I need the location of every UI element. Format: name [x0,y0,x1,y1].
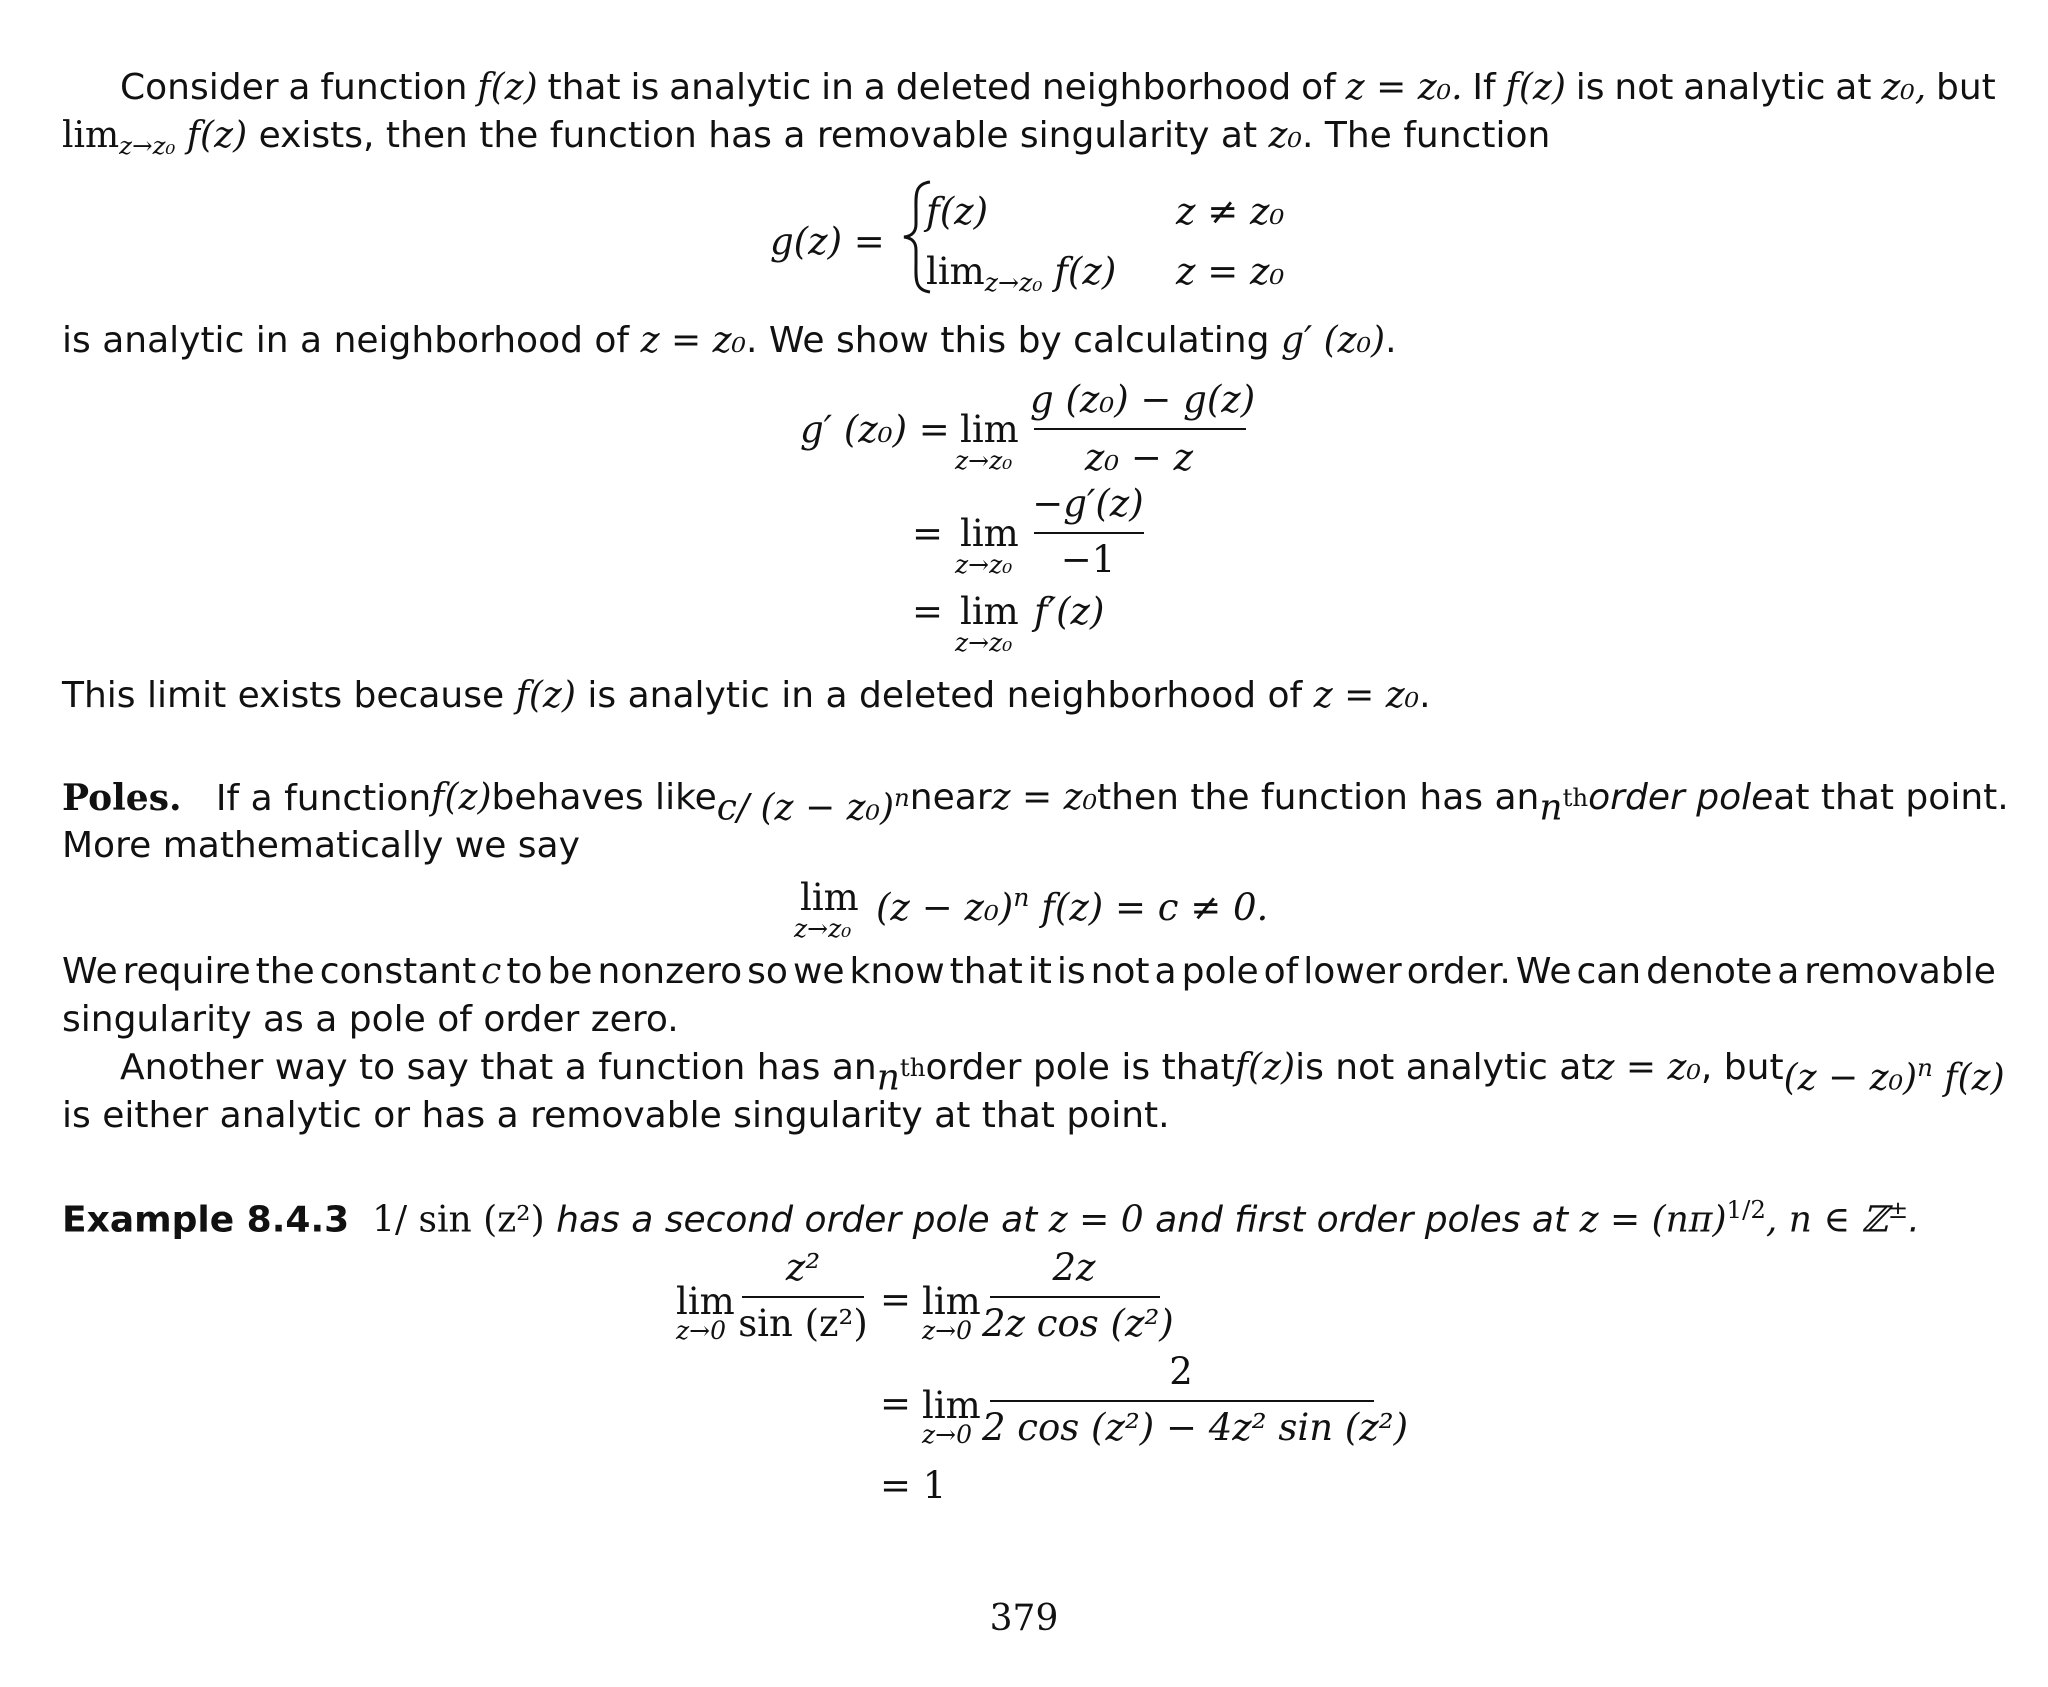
text: , but [1700,1047,1784,1088]
word: know [849,951,945,992]
word: pole [1181,951,1259,992]
text: is not analytic at [1295,1047,1596,1088]
ex-frac3-denominator: 2 cos (z²) − 4z² sin (z²) [982,1406,1409,1449]
intro-text: exists, then the function has a removable singularity at [258,115,1258,156]
case2-f: f(z) [1054,250,1117,293]
word: it [1027,951,1052,992]
intro-line-2 [62,112,1996,170]
word: neighborhood [1041,67,1292,108]
example-statement [62,1186,1996,1244]
case2-lim: lim [926,250,985,293]
word: f(z) [477,67,538,108]
word: to [506,951,543,992]
derivation-result: f′(z) [1034,590,1105,633]
case1-condition: z ≠ z₀ [1176,190,1285,233]
pole-formula-base: (z − z₀) [876,885,1014,929]
word: at [1835,67,1872,108]
word: z₀, [1881,67,1927,108]
equals-3: = [912,590,944,633]
pm-sign: ± [1887,1195,1909,1224]
case1-expression: f(z) [926,190,989,233]
another-line-2: is either analytic or has a removable singularity at that point. [62,1095,1170,1136]
expr-f: f(z) [1944,1057,2005,1099]
word: is [1056,951,1086,992]
word: analytic [1683,67,1826,108]
ex-lim-1: lim [676,1280,735,1323]
math-z0: z₀ [1268,115,1302,156]
expr-exp: n [1917,1053,1933,1082]
ex-frac1-denominator: sin (z²) [738,1302,868,1345]
math-exp: 1/2 [1726,1195,1766,1224]
word: so [747,951,788,992]
word: a [863,67,886,108]
page-number: 379 [989,1598,1059,1639]
math-fz: f(z) [431,777,492,818]
word: the [255,951,315,992]
word: c [481,951,502,992]
ex-lim-2-sub: z→0 [922,1316,973,1345]
example-label: Example 8.4.3 [62,1199,350,1241]
ex-frac1-numerator: z² [785,1246,821,1289]
word: lower [1303,951,1402,992]
intro-line-1 [62,64,1996,112]
math-set: , n ∈ ℤ [1765,1199,1888,1241]
word: require [122,951,251,992]
order-pole-term: order pole [1588,777,1774,818]
lim-2-sub: z→z₀ [955,550,1013,579]
piecewise-lhs: g(z) = [770,220,885,263]
ex-equals-2: = [880,1382,912,1425]
word: denote [1646,951,1773,992]
text: If a function [215,778,432,819]
word: Consider [120,67,279,108]
text: Another way to say that a function has an [120,1047,877,1088]
ex-frac2-numerator: 2z [1052,1246,1096,1289]
math-fz: f(z) [186,115,248,156]
word: a [288,67,311,108]
word: We [1515,951,1572,992]
text: This limit exists because [62,675,505,716]
ex-frac3-bar [990,1400,1374,1402]
word: of [1301,67,1336,108]
ex-lim-3-sub: z→0 [922,1420,973,1449]
pole-expr: c/ (z − z₀) [716,787,895,829]
text: behaves like [491,777,717,818]
lim-3: lim [960,590,1019,633]
nth-n: n [876,1057,900,1099]
ex-lim-2: lim [922,1280,981,1323]
math-gprime: g′ (z₀) [1280,320,1386,361]
exists-line [62,672,1996,720]
frac2-bar [1034,532,1144,534]
word: of [1263,951,1299,992]
word: not [1090,951,1150,992]
frac2-numerator: −g′(z) [1032,482,1144,525]
ex-lim-3: lim [922,1384,981,1427]
word: function [320,67,468,108]
text: order pole is that [925,1047,1235,1088]
word: a [1154,951,1177,992]
pole-exponent: n [894,783,910,812]
text: . We show this by calculating [745,320,1270,361]
math-eq2: z = (nπ) [1579,1199,1727,1241]
text: has a second order pole at [556,1199,1038,1241]
math-eq: z = z₀ [991,777,1098,818]
expr-base: (z − z₀) [1783,1057,1918,1099]
pole-formula-exp: n [1013,883,1030,912]
word: z = z₀. [1345,67,1463,108]
nth-n: n [1539,787,1563,829]
math-eq: z = z₀ [640,320,746,361]
word: a [1777,951,1800,992]
ex-frac2-denominator: 2z cos (z²) [982,1302,1174,1345]
lim-pole-sub: z→z₀ [794,914,852,943]
example-expr: 1/ sin (z²) [372,1199,545,1241]
ex-frac2-bar [990,1296,1160,1298]
lim-1: lim [960,408,1019,451]
text: is analytic in a neighborhood of [62,320,630,361]
lim-pole: lim [800,876,859,919]
math-fz: f(z) [515,675,576,716]
word: f(z) [1505,67,1566,108]
word: but [1936,67,1996,108]
require-line-1 [62,948,1996,996]
nth-th: th [899,1053,926,1082]
word: deleted [895,67,1032,108]
frac1-bar [1034,428,1246,430]
poles-line-2: More mathematically we say [62,825,580,866]
lim-1-sub: z→z₀ [955,446,1013,475]
frac1-denominator: z₀ − z [1084,436,1194,479]
word: nonzero [597,951,743,992]
word: we [792,951,845,992]
word: We [62,951,118,992]
nth-th: th [1562,783,1589,812]
text: then the function has an [1097,777,1540,818]
ex-frac3-numerator: 2 [1169,1350,1193,1393]
word: removable [1804,951,1996,992]
frac2-denominator: −1 [1060,538,1116,581]
lim-2: lim [960,512,1019,555]
derivation-lhs: g′ (z₀) = [800,408,950,451]
lim-operator: lim [62,115,120,156]
case2-condition: z = z₀ [1176,250,1285,293]
word: that [547,67,621,108]
math-eq: z = z₀ [1595,1047,1701,1088]
word: can [1576,951,1642,992]
word: constant [319,951,477,992]
text: at that point. [1773,777,2009,818]
text: is analytic in a deleted neighborhood of [587,675,1303,716]
period: . [1385,320,1397,361]
ex-lim-1-sub: z→0 [676,1316,727,1345]
text: and first order poles at [1155,1199,1569,1241]
word: order. [1406,951,1511,992]
pole-formula-rest: f(z) = c ≠ 0. [1041,885,1269,929]
text: near [909,777,992,818]
ex-equals-1: = [880,1278,912,1321]
word: analytic [669,67,812,108]
math-eq1: z = 0 [1048,1199,1144,1241]
intro-text-end: . The function [1301,115,1551,156]
lim-3-sub: z→z₀ [955,628,1013,657]
equals-2: = [912,512,944,555]
word: is [1575,67,1605,108]
frac1-numerator: g (z₀) − g(z) [1030,378,1256,421]
period: . [1419,675,1431,716]
analytic-line [62,317,1996,365]
pole-formula-expr [876,876,1268,930]
word: be [547,951,593,992]
case2-lim-sub: z→z₀ [984,268,1043,298]
period: . [1908,1199,1920,1241]
math-eq: z = z₀ [1313,675,1420,716]
lim-subscript: z→z₀ [119,130,176,160]
word: that [949,951,1023,992]
math-fz: f(z) [1234,1047,1296,1088]
ex-frac1-bar [742,1296,864,1298]
require-line-2: singularity as a pole of order zero. [62,999,679,1040]
case2-expression [926,250,1116,305]
word: is [630,67,660,108]
word: in [821,67,854,108]
poles-heading: Poles. [62,777,182,819]
word: not [1614,67,1674,108]
ex-result: = 1 [880,1464,947,1507]
word: If [1472,67,1496,108]
